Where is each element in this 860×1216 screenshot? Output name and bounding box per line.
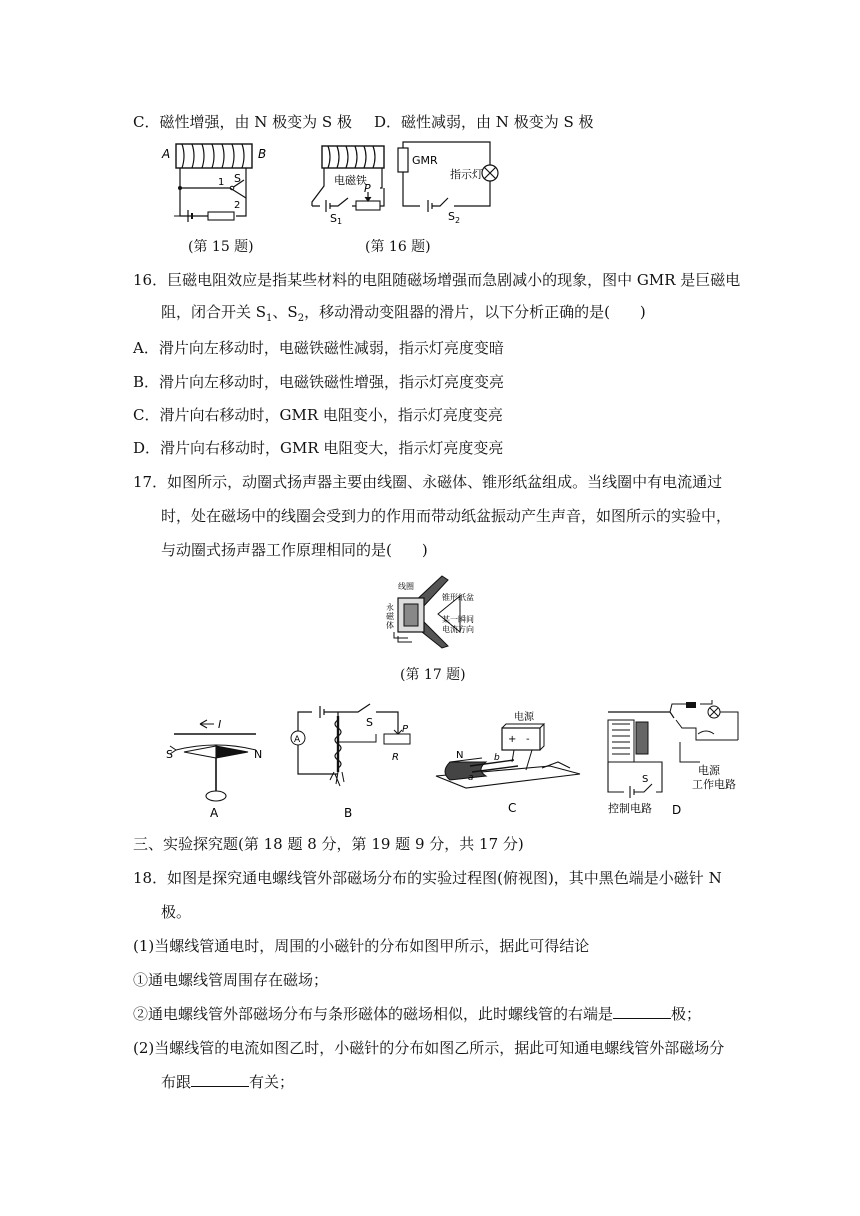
option-b-label-p: P <box>402 724 409 735</box>
fig17-label-magnet-2: 磁 <box>386 612 394 621</box>
fig17-label-magnet-1: 永 <box>386 603 394 612</box>
option-d-label-s: S <box>642 774 649 785</box>
figure-16-caption: (第 16 题) <box>365 239 431 255</box>
q18-blank-2[interactable] <box>191 1072 249 1087</box>
figure-15-circuit <box>160 140 275 225</box>
option-d-label-power-2: 工作电路 <box>692 778 736 791</box>
q18-blank-1[interactable] <box>613 1004 671 1019</box>
option-c-label: C <box>508 801 517 815</box>
figure-17-caption: (第 17 题) <box>400 667 466 683</box>
fig16-label-lamp: 指示灯 <box>450 168 483 181</box>
q18-part1-ii: ②通电螺线管外部磁场分布与条形磁体的磁场相似，此时螺线管的右端是 极； <box>133 1005 702 1023</box>
fig16-label-p: P <box>364 182 371 195</box>
q16-option-c: C．滑片向右移动时，GMR 电阻变小，指示灯亮度变亮 <box>133 406 503 424</box>
fig16-label-s1: S <box>330 212 337 225</box>
fig17-label-cone: 锥形纸盆 <box>442 593 474 602</box>
q18-stem-line2: 极。 <box>161 903 192 921</box>
q16-stem-line2: 阻，闭合开关 $S_1$、$S_2$，移动滑动变阻器的滑片，以下分析正确的是( ) <box>161 303 646 324</box>
fig17-label-coil: 线圈 <box>398 582 414 591</box>
fig15-label-2: 2 <box>234 200 241 211</box>
fig16-label-gmr: GMR <box>412 154 438 167</box>
option-c-label-n: N <box>456 750 464 761</box>
fig16-label-s2-sub: 2 <box>455 216 461 225</box>
option-c-label-power: 电源 <box>514 712 534 723</box>
option-a-label-s: S <box>166 748 173 761</box>
q18-part2-line2: 布跟 有关； <box>161 1073 295 1091</box>
option-a-label-n: N <box>254 748 263 761</box>
option-c-label-a: a <box>468 773 474 783</box>
q17-stem-line3: 与动圈式扬声器工作原理相同的是( ) <box>161 541 428 559</box>
q16-option-d: D．滑片向右移动时，GMR 电阻变大，指示灯亮度变亮 <box>133 439 504 457</box>
q16-option-b: B．滑片向左移动时，电磁铁磁性增强，指示灯亮度变亮 <box>133 373 505 391</box>
option-b-label-r: R <box>392 752 399 763</box>
q16-stem-line1: 16．巨磁电阻效应是指某些材料的电阻随磁场增强而急剧减小的现象，图中 GMR 是巨磁电 <box>133 271 741 289</box>
section-3-title: 三、实验探究题(第 18 题 8 分，第 19 题 9 分，共 17 分) <box>133 835 524 853</box>
option-a-figure <box>162 708 272 820</box>
q16-option-a: A．滑片向左移动时，电磁铁磁性减弱，指示灯亮度变暗 <box>133 339 504 357</box>
option-b-label: B <box>344 806 353 820</box>
q15-option-c: C．磁性增强，由 N 极变为 S 极 <box>133 113 352 131</box>
fig15-label-a: A <box>162 147 171 161</box>
q18-part1: (1)当螺线管通电时，周围的小磁针的分布如图甲所示，据此可得结论 <box>133 937 590 955</box>
option-b-label-s: S <box>366 716 373 729</box>
figure-17-speaker <box>368 574 504 650</box>
option-a-label-i: I <box>218 718 222 731</box>
option-b-figure <box>288 702 418 820</box>
figure-16-circuit <box>300 140 500 225</box>
option-b-label-ammeter: A <box>294 735 301 745</box>
q18-part2-line1: (2)当螺线管的电流如图乙时，小磁针的分布如图乙所示，据此可知通电螺线管外部磁场分 <box>133 1039 725 1057</box>
option-d-figure <box>600 700 745 820</box>
option-d-label: D <box>672 803 682 817</box>
fig16-label-electromagnet: 电磁铁 <box>334 174 367 187</box>
option-c-label-minus: - <box>526 734 530 745</box>
fig16-label-s1-sub: 1 <box>337 217 343 225</box>
fig15-label-s: S <box>234 172 241 185</box>
fig17-label-magnet-3: 体 <box>386 621 394 630</box>
q18-part1-i: ①通电螺线管周围存在磁场； <box>133 971 329 989</box>
option-c-label-plus: + <box>508 734 517 745</box>
option-c-label-b: b <box>494 753 500 763</box>
option-d-label-power-1: 电源 <box>698 764 720 777</box>
option-a-label: A <box>210 806 219 820</box>
q15-option-d: D．磁性减弱，由 N 极变为 S 极 <box>374 113 594 131</box>
option-c-figure <box>430 706 590 820</box>
fig15-label-b: B <box>258 147 267 161</box>
q18-stem-line1: 18．如图是探究通电螺线管外部磁场分布的实验过程图(俯视图)，其中黑色端是小磁针 N <box>133 869 722 887</box>
q17-stem-line2: 时，处在磁场中的线圈会受到力的作用而带动纸盆振动产生声音，如图所示的实验中， <box>161 507 732 525</box>
option-d-label-control: 控制电路 <box>608 802 652 815</box>
fig17-label-current-1: 某一瞬间 <box>442 615 474 624</box>
figure-15-caption: (第 15 题) <box>188 239 254 255</box>
fig15-label-1: 1 <box>218 177 225 188</box>
q17-stem-line1: 17．如图所示，动圈式扬声器主要由线圈、永磁体、锥形纸盆组成。当线圈中有电流通过 <box>133 473 723 491</box>
fig17-label-current-2: 电流方向 <box>442 625 474 634</box>
fig16-label-s2: S <box>448 210 455 223</box>
